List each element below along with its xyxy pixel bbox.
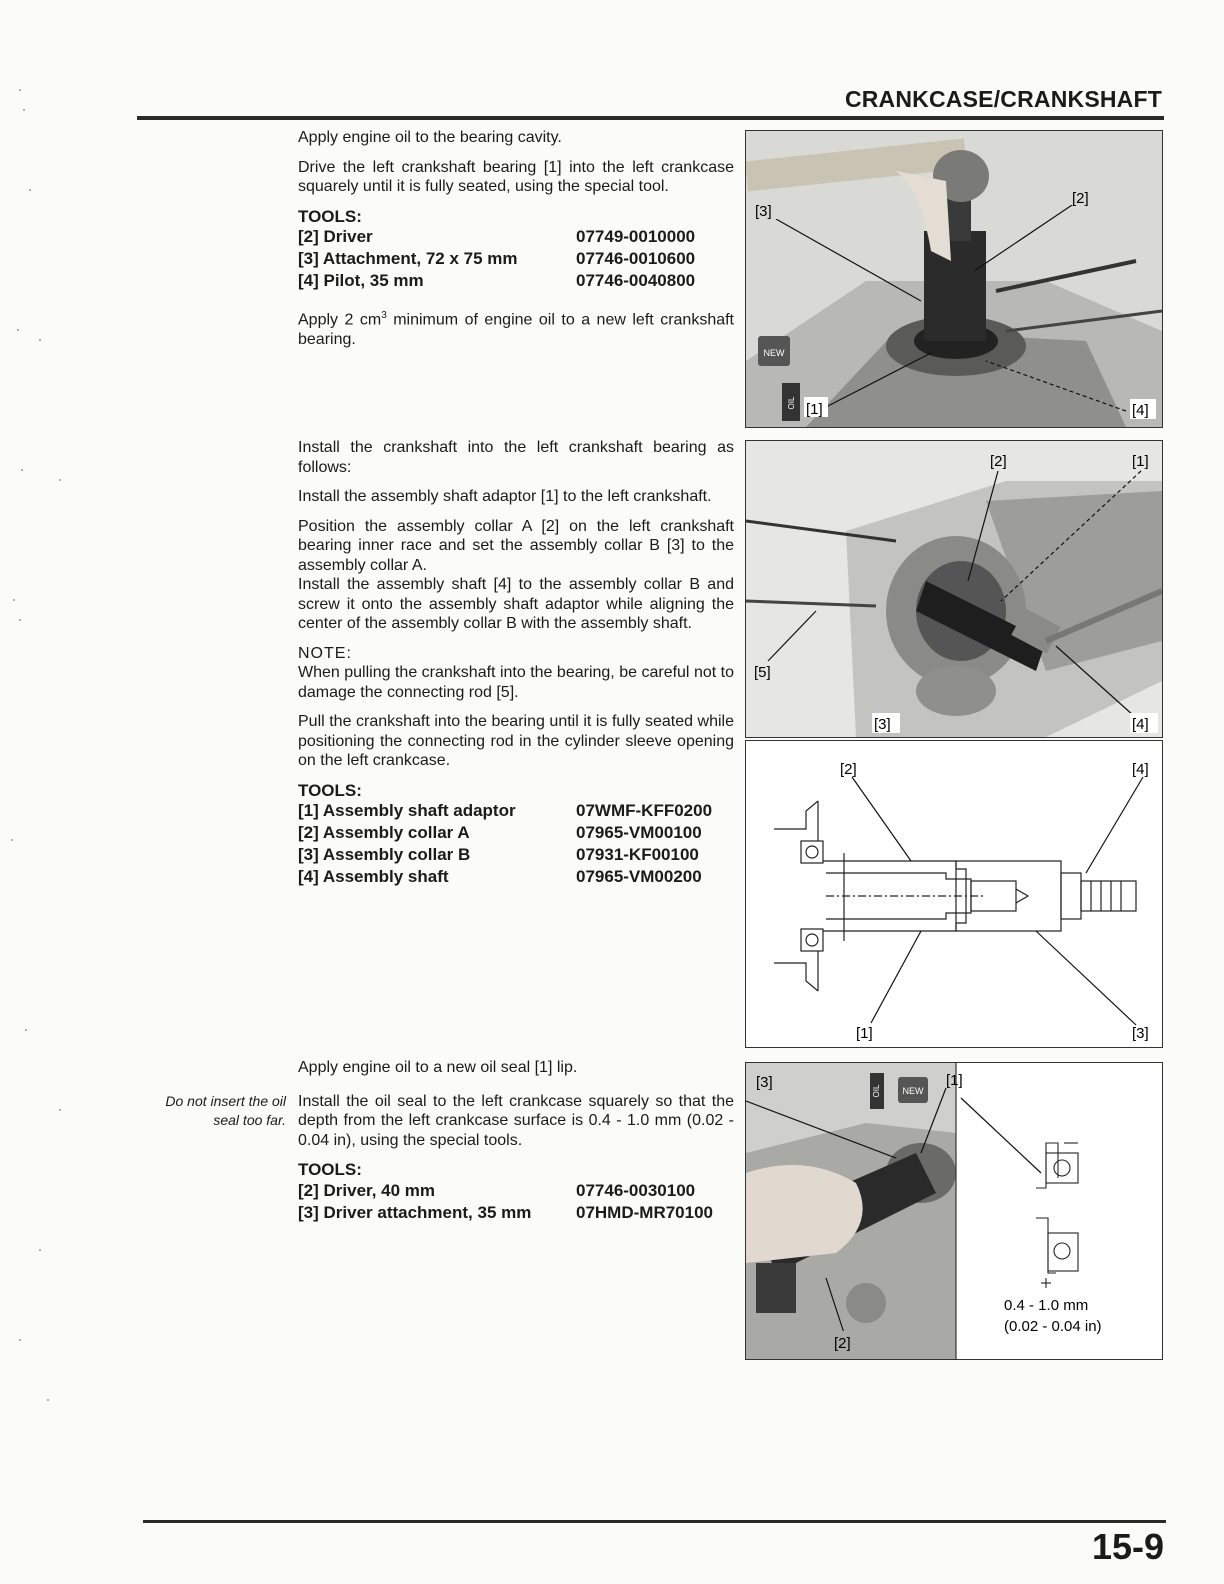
callout-3: [3]: [1132, 1025, 1149, 1042]
tool-row: [298, 844, 734, 866]
seal-detail: [1036, 1143, 1078, 1288]
tool-row: [298, 1202, 734, 1224]
callout-1: [1]: [856, 1025, 873, 1042]
callout-3: [3]: [874, 716, 891, 733]
callout-2: [2]: [834, 1335, 851, 1352]
paragraph: Install the crankshaft into the left crankshaft bearing as follows:: [298, 439, 734, 476]
callout-2: [2]: [990, 453, 1007, 470]
section-3-text: [298, 1058, 734, 1224]
dimension-in: (0.02 - 0.04 in): [1004, 1318, 1102, 1335]
text-span: minimum of engine oil to a new left crankshaft bearing.: [298, 311, 735, 348]
section-2-text: [298, 438, 734, 888]
text-span: Apply 2 cm: [298, 311, 382, 329]
figure-3-drawing: [746, 741, 1162, 1047]
callout-3: [3]: [756, 1074, 773, 1091]
callout-1: [1]: [806, 401, 823, 418]
tool-row: [298, 270, 734, 292]
dimension-mm: 0.4 - 1.0 mm: [1004, 1297, 1089, 1314]
paragraph: Install the oil seal to the left crankcase squarely so that the depth from the left crankcase surface is 0.4 - 1.0 mm (0.02 - 0.04 in), using the special tools.: [298, 1092, 734, 1149]
paragraph: Apply engine oil to a new oil seal [1] lip.: [298, 1059, 578, 1076]
callout-2: [2]: [840, 761, 857, 778]
paragraph: Pull the crankshaft into the bearing until it is fully seated while positioning the connecting rod in the cylinder sleeve opening on the left crankcase.: [298, 713, 734, 769]
callout-1: [1]: [946, 1072, 963, 1089]
paragraph: Apply engine oil to the bearing cavity.: [298, 129, 562, 146]
side-note: Do not insert the oil seal too far.: [165, 1093, 286, 1128]
callout-4: [4]: [1132, 761, 1149, 778]
tools-heading: TOOLS:: [298, 1160, 362, 1179]
paragraph: Install the assembly shaft [4] to the assembly collar B and screw it onto the assembly shaft adaptor while aligning the center of the assembly collar B with the assembly shaft.: [298, 576, 734, 632]
callout-3: [3]: [755, 203, 772, 220]
new-label: NEW: [763, 348, 785, 358]
tool-name: [4] Pilot, 35 mm: [298, 271, 424, 290]
tools-heading: TOOLS:: [298, 780, 362, 800]
oil-label: OIL: [787, 396, 796, 410]
tool-number: 07746-0030100: [576, 1180, 696, 1200]
callout-4: [4]: [1132, 402, 1149, 419]
tool-number: 07WMF-KFF0200: [576, 801, 713, 820]
tools-heading: TOOLS:: [298, 206, 362, 226]
figure-4-drawing: [746, 1063, 1162, 1359]
tool-row: [298, 1180, 734, 1202]
tool-name: [1] Assembly shaft adaptor: [298, 801, 516, 820]
callout-4: [4]: [1132, 716, 1149, 733]
tool-row: [298, 822, 734, 844]
tool-name: [2] Driver: [298, 227, 373, 246]
tool-number: 07746-0010600: [576, 249, 696, 268]
figure-bearing-install: [745, 130, 1163, 428]
paragraph: Drive the left crankshaft bearing [1] into the left crankcase squarely until it is fully seated, using the special tool.: [298, 158, 734, 195]
new-label: NEW: [902, 1086, 924, 1096]
header-rule: [137, 116, 1164, 120]
tool-row: [298, 248, 734, 270]
figure-2-drawing: [746, 441, 1162, 737]
tool-name: [3] Driver attachment, 35 mm: [298, 1202, 532, 1222]
note-text: When pulling the crankshaft into the bearing, be careful not to damage the connecting rod [5].: [298, 664, 734, 701]
tool-name: [4] Assembly shaft: [298, 867, 449, 886]
section-1-text: [298, 128, 734, 349]
tool-name: [3] Attachment, 72 x 75 mm: [298, 249, 518, 268]
figure-assembly-cross-section: [745, 740, 1163, 1048]
page-number: 15-9: [1091, 1526, 1164, 1567]
tool-row: [298, 866, 734, 888]
tool-number: 07746-0040800: [576, 271, 696, 290]
tool-number: 07HMD-MR70100: [576, 1202, 713, 1222]
tool-number: 07931-KF00100: [576, 845, 699, 864]
superscript: 3: [381, 310, 387, 321]
tool-row: [298, 226, 734, 248]
figure-crankshaft-install: [745, 440, 1163, 738]
callout-5: [5]: [754, 664, 771, 681]
callout-1: [1]: [1132, 453, 1149, 470]
footer-rule: [143, 1520, 1166, 1523]
tool-number: 07965-VM00200: [576, 867, 702, 886]
paragraph: Position the assembly collar A [2] on the left crankshaft bearing inner race and set the assembly collar B [3] to the assembly collar A.: [298, 517, 734, 574]
tool-number: 07749-0010000: [576, 227, 696, 246]
paragraph: [298, 306, 734, 349]
figure-oil-seal-install: [745, 1062, 1163, 1360]
tool-name: [2] Driver, 40 mm: [298, 1180, 436, 1200]
figure-1-drawing: [746, 131, 1162, 427]
paragraph: Install the assembly shaft adaptor [1] to the left crankshaft.: [298, 488, 712, 505]
tool-name: [3] Assembly collar B: [298, 845, 471, 864]
tool-name: [2] Assembly collar A: [298, 823, 470, 842]
scan-edge-artifacts: [0, 0, 90, 1584]
section-title: CRANKCASE/CRANKSHAFT: [844, 86, 1162, 112]
tool-number: 07965-VM00100: [576, 823, 702, 842]
oil-label: OIL: [872, 1084, 881, 1098]
tool-row: [298, 800, 734, 822]
note-heading: NOTE:: [298, 644, 352, 662]
callout-2: [2]: [1072, 190, 1089, 207]
